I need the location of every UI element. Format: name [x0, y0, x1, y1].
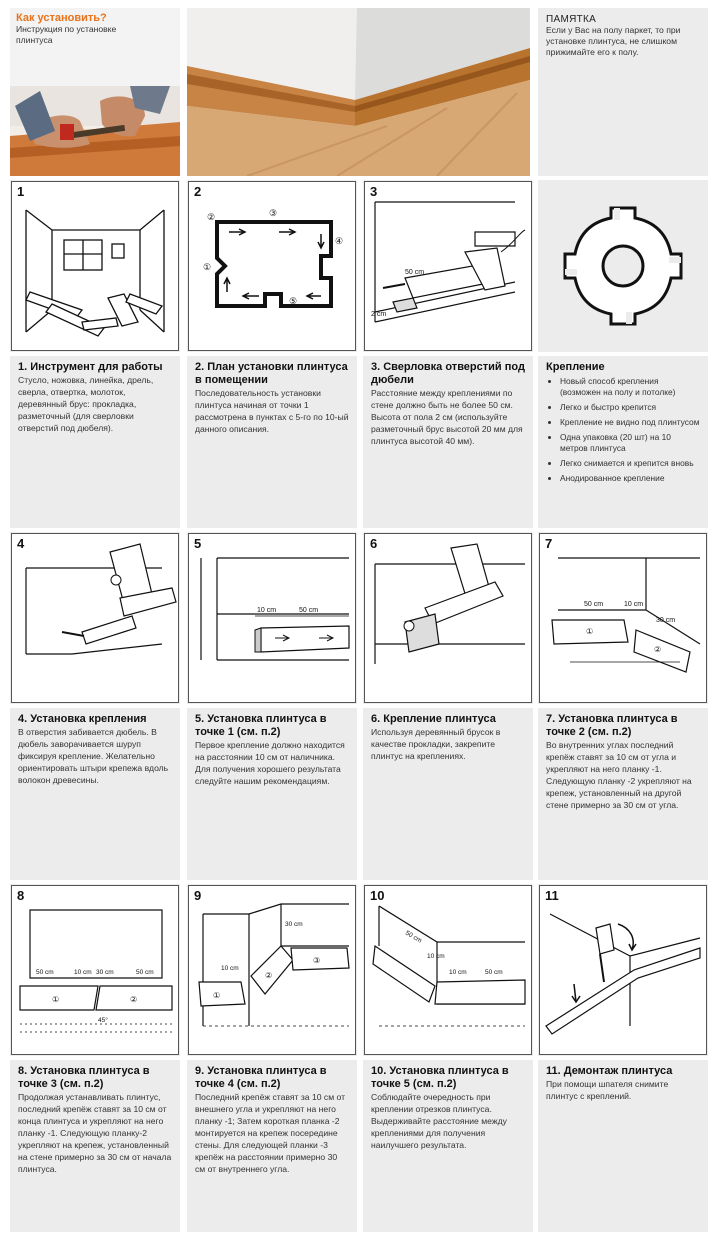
plan-point-2: ② — [207, 212, 216, 222]
step-number: 5 — [194, 536, 202, 551]
dowel-illustration — [12, 534, 180, 704]
piece-1-label: ① — [213, 991, 221, 1000]
angle-45-label: 45° — [98, 1017, 108, 1024]
dim-50cm-b: 50 cm — [136, 969, 154, 976]
dim-10cm-b: 10 cm — [449, 969, 467, 976]
step5-card — [187, 708, 357, 880]
step-title: 4. Установка крепления — [18, 713, 147, 725]
dim-10cm: 10 cm — [221, 965, 239, 972]
memo-title: ПАМЯТКА — [546, 14, 597, 25]
piece-1-label: ① — [586, 627, 594, 636]
plan-point-5: ⑤ — [289, 296, 298, 306]
fastening-illustration — [365, 534, 533, 704]
dim-50cm: 50 cm — [404, 929, 423, 945]
dim-30cm: 30 cm — [656, 617, 676, 624]
memo-card — [538, 8, 708, 176]
clip-image-cell — [538, 180, 708, 352]
step1-image-cell — [10, 180, 180, 352]
step-body: Используя деревянный брусок в качестве прокладки, закрепите плинтус на креплениях. — [371, 727, 501, 761]
clip-features-list — [546, 376, 700, 484]
step-title: 6. Крепление плинтуса — [371, 713, 496, 725]
step2-image-cell — [187, 180, 357, 352]
step-number: 2 — [194, 184, 202, 199]
tools-illustration — [12, 182, 180, 352]
plan-point-1: ① — [203, 262, 212, 272]
install-point3-illustration — [12, 886, 180, 1056]
step-title: 2. План установки плинтуса в помещении — [195, 361, 348, 386]
plan-point-3: ③ — [269, 208, 278, 218]
step-body: Последний крепёж ставят за 10 см от внешнего угла и укрепляют на него планку -1; Затем короткая планка -2 монтируется на крепеж посередине стены. Для следующей планки -3 крепёж на расстоянии примерно 30 см от внутреннего угла. — [195, 1092, 346, 1174]
step-number: 9 — [194, 888, 202, 903]
step-title: 1. Инструмент для работы — [18, 361, 163, 373]
step10-card — [363, 1060, 533, 1232]
step1-card — [10, 356, 180, 528]
step8-image-cell — [10, 884, 180, 1056]
step-title: 3. Сверловка отверстий под дюбели — [371, 361, 525, 386]
outer-corner-illustration — [189, 886, 357, 1056]
plan-point-4: ④ — [335, 236, 344, 246]
step-body: Первое крепление должно находится на расстоянии 10 см от наличника. Для получения хорошего результата следуйте нашим рекомендациям. — [195, 740, 345, 786]
step3-image-cell — [363, 180, 533, 352]
step3-card — [363, 356, 533, 528]
list-item: • Крепление не видно под плинтусом — [560, 417, 700, 428]
step-title: 9. Установка плинтуса в точке 4 (см. п.2) — [195, 1065, 327, 1090]
step6-image-cell — [363, 532, 533, 704]
dim-2cm: 2 cm — [371, 311, 387, 318]
step11-card — [538, 1060, 708, 1232]
step-body: Стусло, ножовка, линейка, дрель, сверла, отвертка, молоток, деревянный брус: прокладка, разметочный (для сверловки отверстий под дюбеля). — [18, 375, 154, 433]
step2-card — [187, 356, 357, 528]
page-title: Как установить? — [16, 12, 107, 24]
step4-image-cell — [10, 532, 180, 704]
step10-image-cell — [363, 884, 533, 1056]
piece-2-label: ② — [130, 995, 138, 1004]
dim-50cm: 50 cm — [299, 607, 319, 614]
removal-illustration — [540, 886, 708, 1056]
step-number: 4 — [17, 536, 25, 551]
step-body: При помощи шпателя снимите плинтус с креплений. — [546, 1079, 669, 1101]
memo-text: Если у Вас на полу паркет, то при установке плинтуса, не слишком прижимайте его к полу. — [546, 25, 681, 57]
room-plan-diagram — [189, 182, 357, 352]
step-number: 8 — [17, 888, 25, 903]
step5-image-cell — [187, 532, 357, 704]
step-title: 11. Демонтаж плинтуса — [546, 1065, 673, 1077]
hammer-photo — [10, 86, 180, 176]
step7-card — [538, 708, 708, 880]
dim-10cm: 10 cm — [624, 601, 644, 608]
piece-2-label: ② — [265, 971, 273, 980]
step-title: 8. Установка плинтуса в точке 3 (см. п.2) — [18, 1065, 150, 1090]
step-number: 10 — [370, 888, 385, 903]
list-item: • Легко снимается и крепится вновь — [560, 458, 700, 469]
step-body: В отверстия забивается дюбель. В дюбель заворачивается шуруп фиксируя крепление. Желательно ориентировать штыри крепежа вдоль волокон древесины. — [18, 727, 169, 785]
step-title: 5. Установка плинтуса в точке 1 (см. п.2) — [195, 713, 327, 738]
step-body: Последовательность установки плинтуса начиная от точки 1 рассмотрена в пунктах с 5-го по 10-ый данного описания. — [195, 388, 349, 434]
baseboard-photo — [187, 8, 530, 176]
piece-2-label: ② — [654, 645, 662, 654]
step9-card — [187, 1060, 357, 1232]
piece-3-label: ③ — [313, 956, 321, 965]
inner-corner-illustration — [540, 534, 708, 704]
install-point5-illustration — [365, 886, 533, 1056]
step-body: Во внутренних углах последний крепёж ставят за 10 см от угла и укрепляют на него планку -1. Следующую планку -2 укрепляют на крепеж, установленный на другой стене примерно за 30 см от угла. — [546, 740, 692, 810]
drilling-illustration — [365, 182, 533, 352]
clip-card — [538, 356, 708, 528]
step-number: 3 — [370, 184, 378, 199]
header-card — [10, 8, 180, 176]
page-subtitle: Инструкция по установке плинтуса — [16, 24, 117, 45]
step6-card — [363, 708, 533, 880]
step8-card — [10, 1060, 180, 1232]
list-item: • Анодированное крепление — [560, 473, 700, 484]
step7-image-cell — [538, 532, 708, 704]
step-title: 7. Установка плинтуса в точке 2 (см. п.2) — [546, 713, 678, 738]
step11-image-cell — [538, 884, 708, 1056]
step-number: 6 — [370, 536, 378, 551]
step-number: 7 — [545, 536, 553, 551]
step-body: Расстояние между креплениями по стене должно быть не более 50 см. Высота от пола 2 см (используйте разметочный брус высотой 20 мм для плинтуса высотой 40 мм). — [371, 388, 523, 446]
clip-title: Крепление — [546, 361, 605, 373]
dim-50cm-b: 50 cm — [485, 969, 503, 976]
step-body: Соблюдайте очередность при креплении отрезков плинтуса. Выдерживайте расстояние между креплениями для получения наилучшего результата. — [371, 1092, 507, 1150]
dim-10cm: 10 cm — [257, 607, 277, 614]
step9-image-cell — [187, 884, 357, 1056]
list-item: • Новый способ крепления (возможен на полу и потолке) — [560, 376, 700, 398]
piece-1-label: ① — [52, 995, 60, 1004]
list-item: • Одна упаковка (20 шт) на 10 метров плинтуса — [560, 432, 700, 454]
dim-30cm: 30 cm — [96, 969, 114, 976]
step4-card — [10, 708, 180, 880]
step-body: Продолжая устанавливать плинтус, последний крепёж ставят за 10 см от конца плинтуса и укрепляют на него планку -1. Следующую планку-2 укрепляют на крепеж, установленный на стене примерно за 30 см от начала плинтуса. — [18, 1092, 172, 1174]
step-number: 11 — [545, 888, 559, 903]
dim-10cm-a: 10 cm — [427, 953, 445, 960]
dim-10cm: 10 cm — [74, 969, 92, 976]
clip-icon — [538, 180, 708, 352]
step-number: 1 — [17, 184, 25, 199]
install-point1-illustration — [189, 534, 357, 704]
dim-50cm: 50 cm — [405, 269, 425, 276]
list-item: • Легко и быстро крепится — [560, 402, 700, 413]
dim-50cm: 50 cm — [584, 601, 604, 608]
dim-50cm: 50 cm — [36, 969, 54, 976]
step-title: 10. Установка плинтуса в точке 5 (см. п.2) — [371, 1065, 509, 1090]
dim-30cm: 30 cm — [285, 921, 303, 928]
